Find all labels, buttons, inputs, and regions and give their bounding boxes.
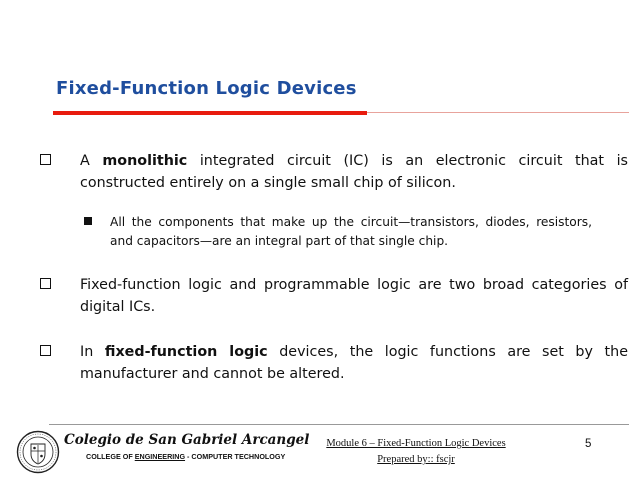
prepared-by: Prepared by:: fscjr: [377, 454, 455, 465]
hollow-square-bullet-icon: [40, 154, 51, 165]
title-underline-thin: [367, 112, 629, 113]
college-subtitle: COLLEGE OF ENGINEERING - COMPUTER TECHNOLOGY: [86, 452, 286, 461]
bullet-text: Fixed-function logic and programmable logic are two broad categories of digital ICs.: [80, 277, 628, 315]
college-name: Colegio de San Gabriel Arcangel: [64, 432, 310, 448]
slide-title: Fixed-Function Logic Devices: [56, 78, 357, 99]
bullet-text: A monolithic integrated circuit (IC) is an electronic circuit that is constructed entirely on a single small chip of silicon.: [80, 153, 628, 191]
bold-term: monolithic: [102, 153, 188, 169]
page-number: 5: [585, 438, 592, 450]
bold-term: fixed-function logic: [104, 344, 268, 360]
module-title: Module 6 – Fixed-Function Logic Devices: [326, 438, 506, 449]
bullet-text: In fixed-function logic devices, the logic functions are set by the manufacturer and cannot be altered.: [80, 344, 628, 382]
hollow-square-bullet-icon: [40, 345, 51, 356]
title-underline-red: [53, 111, 367, 115]
filled-square-bullet-icon: [84, 217, 92, 225]
module-info: [318, 436, 514, 468]
footer-divider: [49, 424, 629, 425]
hollow-square-bullet-icon: [40, 278, 51, 289]
college-seal-icon: [16, 430, 60, 474]
sub-bullet-text: All the components that make up the circuit—transistors, diodes, resistors, and capacitors—are an integral part of that single chip.: [110, 215, 592, 248]
